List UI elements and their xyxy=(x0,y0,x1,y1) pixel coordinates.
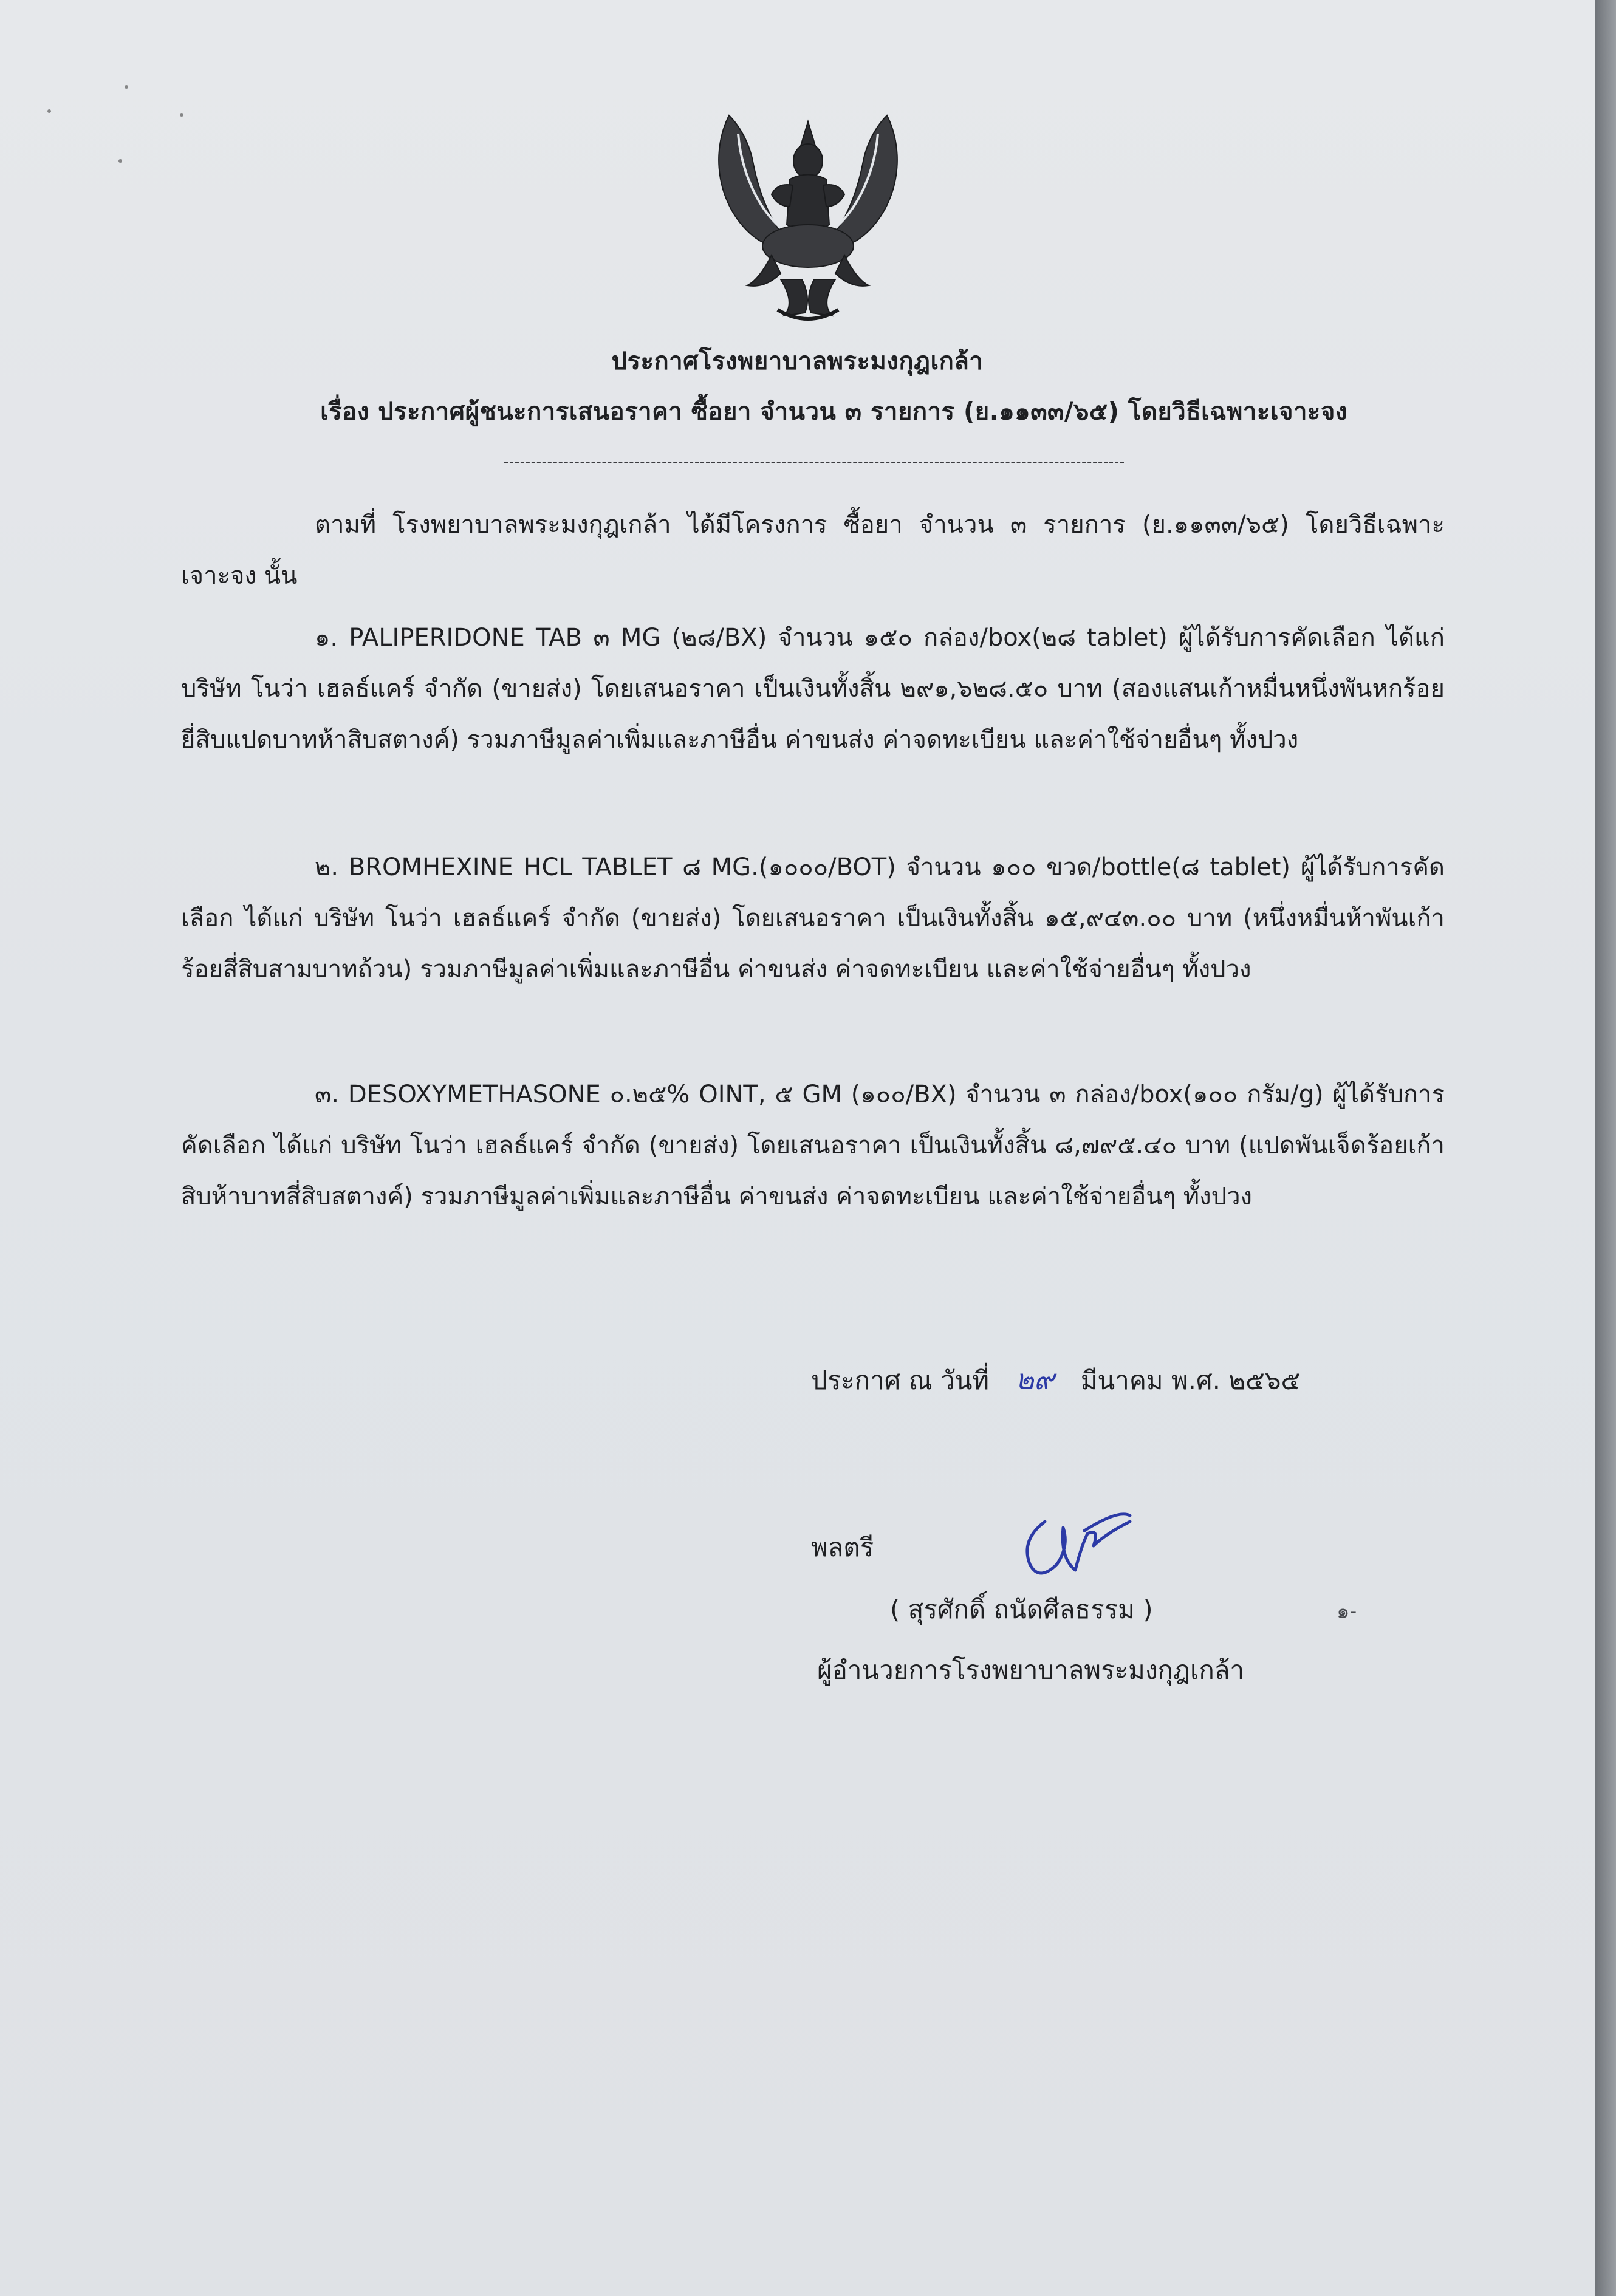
announcement-date xyxy=(811,1358,1300,1402)
page-edge-background xyxy=(1595,0,1616,2296)
announcement-title: ประกาศโรงพยาบาลพระมงกุฎเกล้า xyxy=(611,347,984,375)
paper-speck xyxy=(47,109,51,113)
award-item-text: ๓. DESOXYMETHASONE ๐.๒๕% OINT, ๕ GM (๑๐๐/BX) จำนวน ๓ กล่อง/box(๑๐๐ กรัม/g) ผู้ได้รับการคัดเลือก ได้แก่ บริษัท โนว่า เฮลธ์แคร์ จำกัด (ขายส่ง) โดยเสนอราคา เป็นเงินทั้งสิ้น ๘,๗๙๕.๔๐ บาท (แปดพันเจ็ดร้อยเก้าสิบห้าบาทสี่สิบสตางค์) รวมภาษีมูลค่าเพิ่มและภาษีอื่น ค่าขนส่ง ค่าจดทะเบียน และค่าใช้จ่ายอื่นๆ ทั้งปวง xyxy=(181,1081,1445,1211)
intro-text: ตามที่ โรงพยาบาลพระมงกุฎเกล้า ได้มีโครงการ ซื้อยา จำนวน ๓ รายการ (ย.๑๑๓๓/๖๕) โดยวิธีเฉพาะเจาะจง นั้น xyxy=(181,511,1445,590)
date-suffix: มีนาคม พ.ศ. ๒๕๖๕ xyxy=(1080,1365,1301,1395)
signer-name: ( สุรศักดิ์ ถนัดศีลธรรม ) xyxy=(890,1594,1153,1624)
intro-paragraph xyxy=(181,499,1445,601)
award-item-3 xyxy=(181,1069,1445,1222)
date-prefix: ประกาศ ณ วันที่ xyxy=(811,1365,990,1395)
handwritten-day: ๒๙ xyxy=(1015,1363,1055,1396)
divider-line xyxy=(504,462,1124,463)
award-item-2 xyxy=(181,842,1445,995)
paper-speck xyxy=(180,113,183,117)
handwritten-signature-icon xyxy=(1008,1497,1142,1588)
signer-title: ผู้อำนวยการโรงพยาบาลพระมงกุฎเกล้า xyxy=(817,1655,1245,1685)
paper-speck xyxy=(118,159,122,163)
announcement-subject: เรื่อง ประกาศผู้ชนะการเสนอราคา ซื้อยา จำนวน ๓ รายการ (ย.๑๑๓๓/๖๕) โดยวิธีเฉพาะเจาะจง xyxy=(320,398,1347,426)
initial-mark: ๑- xyxy=(1337,1599,1357,1624)
award-item-text: ๒. BROMHEXINE HCL TABLET ๘ MG.(๑๐๐๐/BOT) จำนวน ๑๐๐ ขวด/bottle(๘ tablet) ผู้ได้รับการคัดเลือก ได้แก่ บริษัท โนว่า เฮลธ์แคร์ จำกัด (ขายส่ง) โดยเสนอราคา เป็นเงินทั้งสิ้น ๑๕,๙๔๓.๐๐ บาท (หนึ่งหมื่นห้าพันเก้าร้อยสี่สิบสามบาทถ้วน) รวมภาษีมูลค่าเพิ่มและภาษีอื่น ค่าขนส่ง ค่าจดทะเบียน และค่าใช้จ่ายอื่นๆ ทั้งปวง xyxy=(181,853,1445,983)
award-item-text: ๑. PALIPERIDONE TAB ๓ MG (๒๘/BX) จำนวน ๑๕๐ กล่อง/box(๒๘ tablet) ผู้ได้รับการคัดเลือก ได้แก่ บริษัท โนว่า เฮลธ์แคร์ จำกัด (ขายส่ง) โดยเสนอราคา เป็นเงินทั้งสิ้น ๒๙๑,๖๒๘.๕๐ บาท (สองแสนเก้าหมื่นหนึ่งพันหกร้อยยี่สิบแปดบาทห้าสิบสตางค์) รวมภาษีมูลค่าเพิ่มและภาษีอื่น ค่าขนส่ง ค่าจดทะเบียน และค่าใช้จ่ายอื่นๆ ทั้งปวง xyxy=(181,624,1445,754)
award-item-1 xyxy=(181,612,1445,765)
signer-rank: พลตรี xyxy=(811,1532,874,1562)
paper-speck xyxy=(125,85,128,89)
garuda-emblem-icon xyxy=(705,103,911,328)
